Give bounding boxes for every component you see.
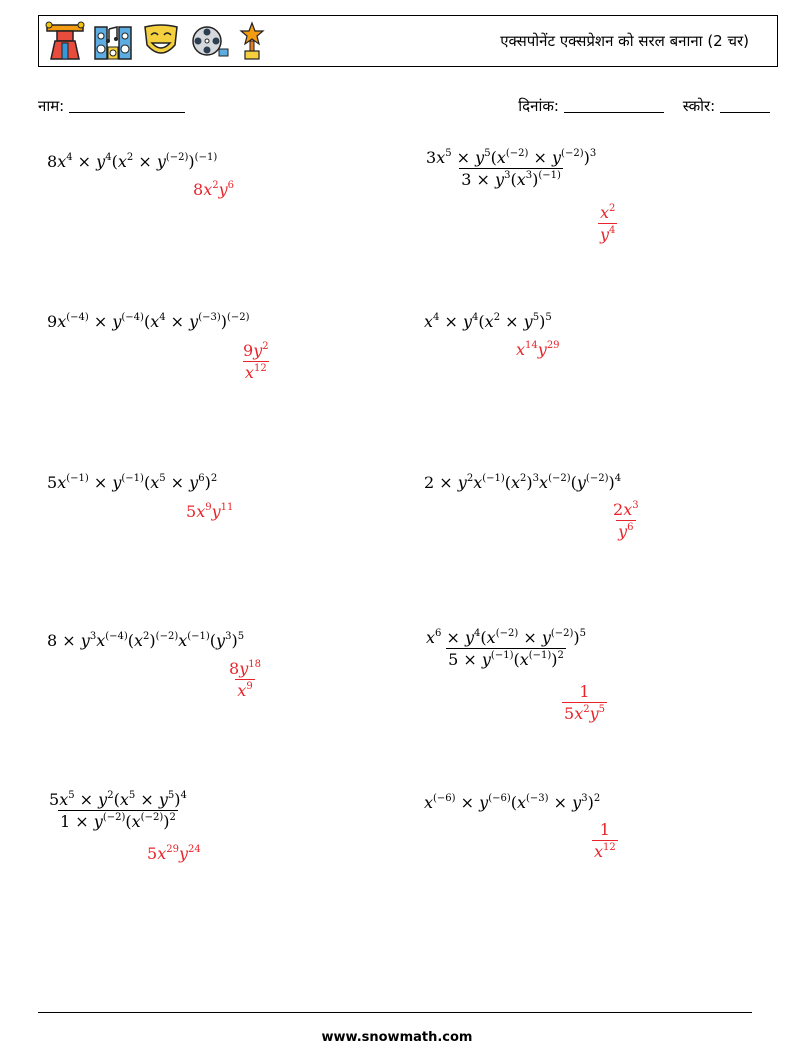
problem-8: $\frac{x^6 \times y^4(x^{(-2)} \times y^{(-2)})^5}{5 \times y^{(-1)}(x^{(-1)})^2}$ [426, 627, 587, 669]
header-icons [45, 21, 267, 61]
problem-6: $2 \times y^2x^{(-1)}(x^2)^3x^{(-2)}(y^{(-2)})^4$ [424, 472, 622, 492]
name-blank [69, 98, 185, 113]
answer-3: $\frac{9y^2}{x^{12}}$ [243, 340, 269, 382]
answer-5: $5x^9y^{11}$ [186, 501, 234, 521]
answer-1: $8x^2y^6$ [193, 179, 235, 199]
answer-9: $5x^{29}y^{24}$ [147, 843, 201, 863]
award-trophy-icon [237, 21, 267, 61]
problem-5: $5x^{(-1)} \times y^{(-1)}(x^5 \times y^6)^2$ [47, 472, 218, 492]
worksheet-header [38, 15, 778, 67]
film-reel-icon [189, 21, 229, 61]
speakers-music-icon [93, 21, 133, 61]
worksheet-title: एक्सपोनेंट एक्सप्रेशन को सरल बनाना (2 चर) [500, 32, 749, 50]
problem-9: $\frac{5x^5 \times y^2(x^5 \times y^5)^4}{1 \times y^{(-2)}(x^{(-2)})^2}$ [49, 789, 187, 831]
answer-2: $\frac{x^2}{y^4}$ [600, 202, 616, 244]
answer-6: $\frac{2x^3}{y^6}$ [613, 499, 639, 541]
answer-10: $\frac{1}{x^{12}}$ [594, 820, 616, 861]
problem-3: $9x^{(-4)} \times y^{(-4)}(x^4 \times y^{(-3)})^{(-2)}$ [47, 311, 250, 331]
answer-4: $x^{14}y^{29}$ [516, 339, 560, 359]
score-blank [720, 98, 770, 113]
problem-4: $x^4 \times y^4(x^2 \times y^5)^5$ [424, 311, 552, 331]
date-blank [564, 98, 664, 113]
theatre-mask-icon [141, 21, 181, 61]
footer-divider [38, 1012, 752, 1013]
problem-7: $8 \times y^3x^{(-4)}(x^2)^{(-2)}x^{(-1)}(y^3)^5$ [47, 630, 245, 650]
answer-7: $\frac{8y^{18}}{x^9}$ [229, 658, 261, 700]
jester-icon [45, 21, 85, 61]
name-field [38, 96, 185, 116]
answer-8: $\frac{1}{5x^2y^5}$ [564, 682, 606, 723]
name-label: नाम: [38, 97, 65, 115]
problem-2: $\frac{3x^5 \times y^5(x^{(-2)} \times y^{(-2)})^3}{3 \times y^3(x^3)^{(-1)}}$ [426, 147, 597, 189]
date-label: दिनांक: [518, 97, 559, 115]
problem-1: $8x^4 \times y^4(x^2 \times y^{(-2)})^{(-1)}$ [47, 151, 218, 171]
date-score-fields [518, 96, 770, 116]
footer-url: www.snowmath.com [321, 1030, 473, 1045]
score-label: स्कोर: [682, 97, 716, 115]
problem-10: $x^{(-6)} \times y^{(-6)}(x^{(-3)} \times y^3)^2$ [424, 792, 601, 812]
